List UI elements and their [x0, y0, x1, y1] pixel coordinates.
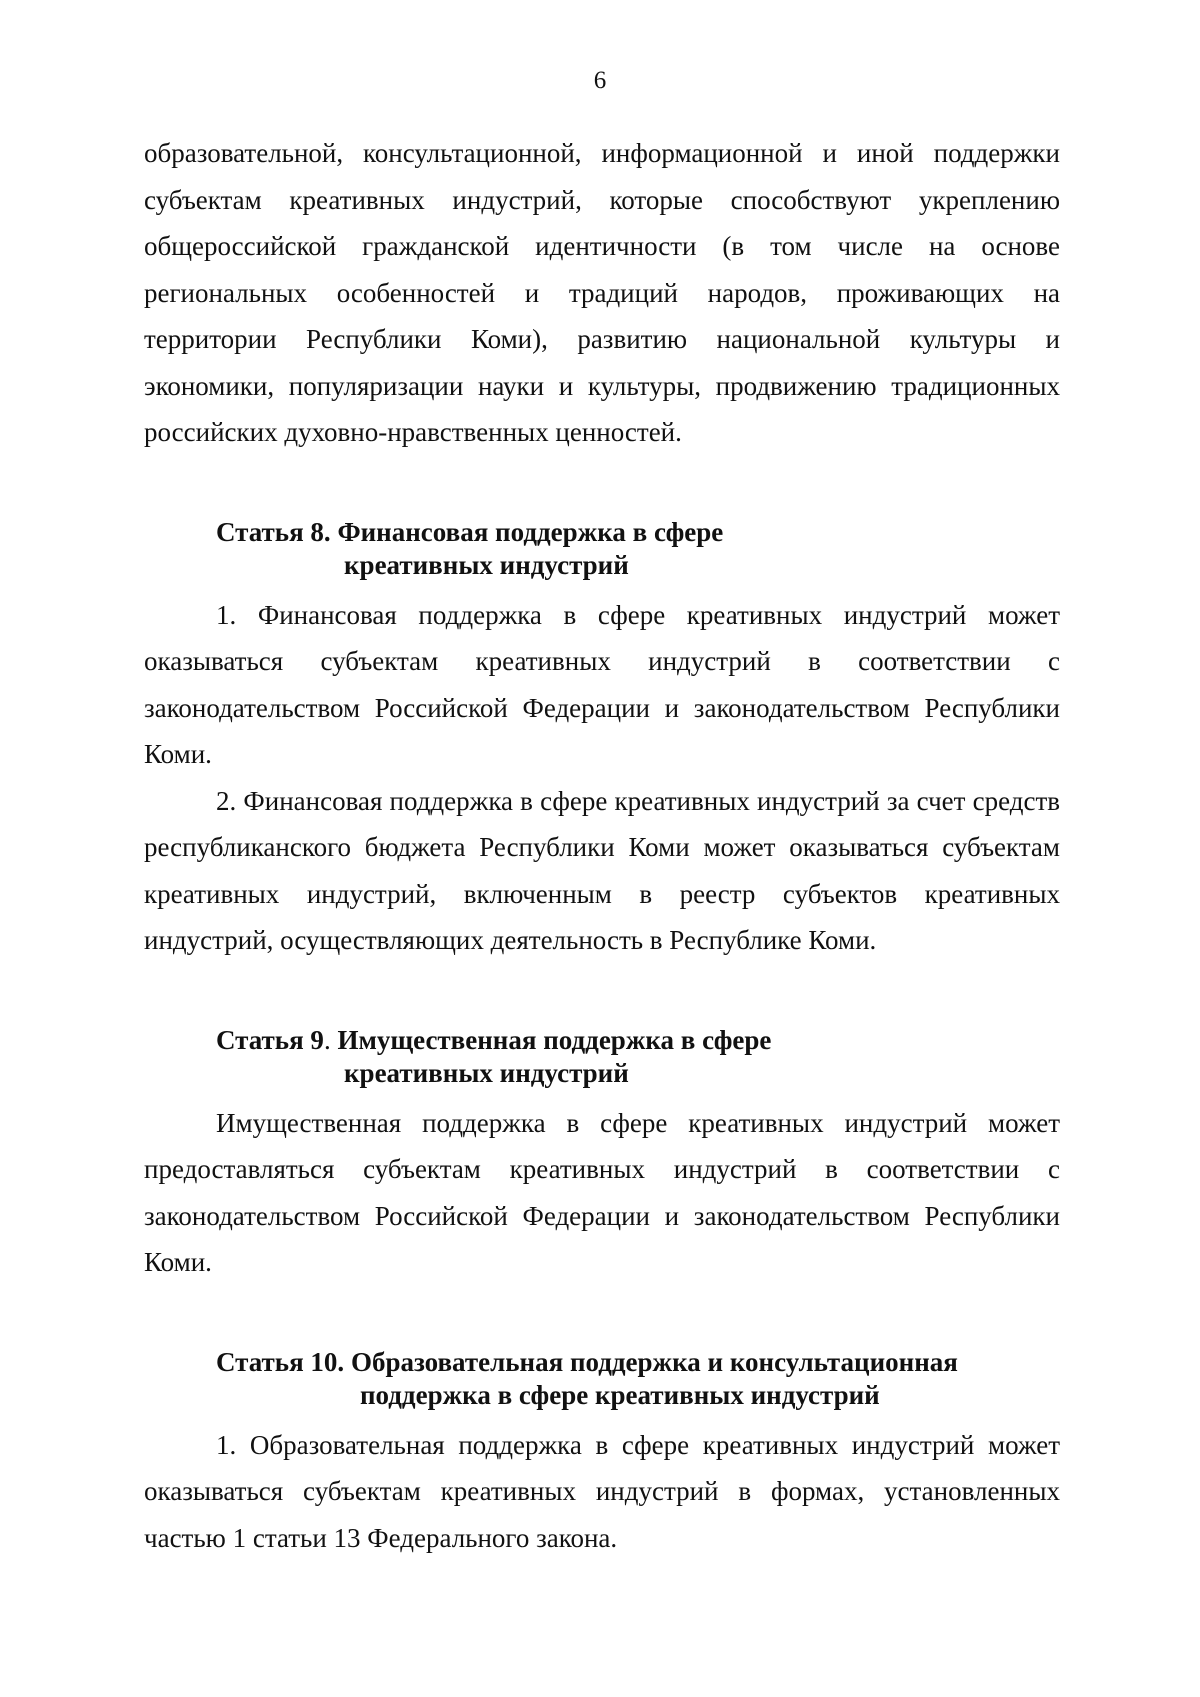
- article-10-heading: [144, 1346, 1060, 1412]
- article-9-paragraph-1: Имущественная поддержка в сфере креативных индустрий может предоставляться субъектам креативных индустрий в соответствии с законодательством Российской Федерации и законодательством Республики Коми.: [144, 1107, 1060, 1277]
- article-10-paragraph-1: 1. Образовательная поддержка в сфере креативных индустрий может оказываться субъектам креативных индустрий в формах, установленных частью 1 статьи 13 Федерального закона.: [144, 1429, 1060, 1553]
- document-body: [144, 130, 1060, 1561]
- intro-paragraph: образовательной, консультационной, информационной и иной поддержки субъектам креативных индустрий, которые способствуют укреплению общероссийской гражданской идентичности (в том числе на основе региональных особенностей и традиций народов, проживающих на территории Республики Коми), развитию национальной культуры и экономики, популяризации науки и культуры, продвижению традиционных российских духовно-нравственных ценностей.: [144, 138, 1060, 447]
- article-8-heading: [144, 516, 1060, 582]
- article-8-number: Статья 8.: [216, 516, 331, 547]
- article-10-title-line2: поддержка в сфере креативных индустрий: [360, 1379, 880, 1410]
- article-10-title-line1: Образовательная поддержка и консультационная: [350, 1346, 958, 1377]
- article-9-title-line1: Имущественная поддержка в сфере: [337, 1024, 772, 1055]
- article-10-number: Статья 10.: [216, 1346, 345, 1377]
- article-8-paragraph-1: 1. Финансовая поддержка в сфере креативных индустрий может оказываться субъектам креативных индустрий в соответствии с законодательством Российской Федерации и законодательством Республики Коми.: [144, 599, 1060, 769]
- article-9-number: Статья 9: [216, 1024, 324, 1055]
- article-9-heading: [144, 1024, 1060, 1090]
- article-8-paragraph-2: 2. Финансовая поддержка в сфере креативных индустрий за счет средств республиканского бюджета Республики Коми может оказываться субъектам креативных индустрий, включенным в реестр субъектов креативных индустрий, осуществляющих деятельность в Республике Коми.: [144, 785, 1060, 955]
- article-8-title-line1: Финансовая поддержка в сфере: [337, 516, 724, 547]
- page-number: 6: [593, 67, 607, 94]
- article-8-title-line2: креативных индустрий: [344, 549, 629, 580]
- article-9-separator: .: [323, 1024, 331, 1055]
- article-9-title-line2: креативных индустрий: [344, 1057, 629, 1088]
